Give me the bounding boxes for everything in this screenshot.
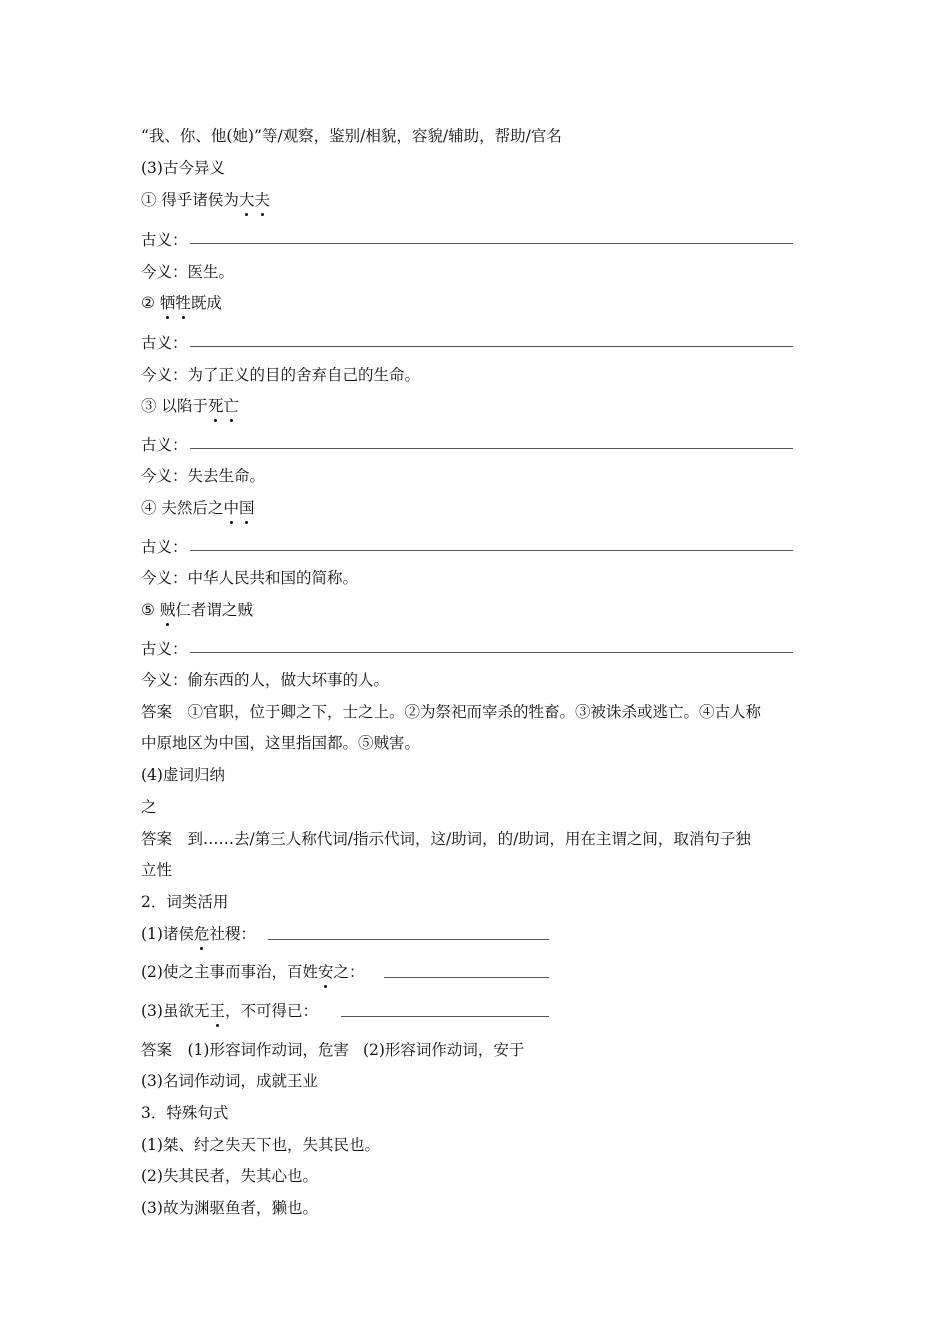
question-text: ⑤ <box>141 601 160 619</box>
text-line: 今义：中华人民共和国的简称。 <box>141 569 359 587</box>
answer-text: 立性 <box>141 861 173 879</box>
question-text: (3)虽欲无 <box>141 1002 210 1020</box>
answer-part: (2)形容词作动词，安于 <box>362 1041 525 1059</box>
text-line: 今义：偷东西的人，做大坏事的人。 <box>141 671 390 689</box>
question-item <box>141 924 256 944</box>
answer-blank <box>384 977 549 978</box>
answer-text: 答案 ①官职，位于卿之下，士之上。②为祭祀而宰杀的牲畜。③被诛杀或逃亡。④古人称 <box>141 703 762 721</box>
text-line: (1)桀、纣之失天下也，失其民也。 <box>141 1136 380 1154</box>
text-line: “我、你、他(她)”等/观察，鉴别/相貌，容貌/辅助，帮助/官名 <box>141 127 562 145</box>
emphasized-char: 中 <box>223 499 239 517</box>
answer-blank <box>190 243 793 244</box>
answer-label: 古义： <box>141 538 188 556</box>
question-item <box>141 190 270 210</box>
emphasized-char: 大 <box>238 191 255 209</box>
section-heading: 3．特殊句式 <box>141 1104 229 1122</box>
answer-blank <box>268 939 549 940</box>
question-item <box>141 600 253 620</box>
question-text: ，不可得已： <box>224 1002 318 1020</box>
question-item <box>141 396 239 416</box>
text-line: 今义：医生。 <box>141 263 235 281</box>
question-text: ④ 夫然后之 <box>141 499 224 517</box>
text-line: (2)失其民者，失其心也。 <box>141 1167 318 1185</box>
emphasized-char: 牲 <box>175 294 191 312</box>
section-heading: 2．词类活用 <box>141 893 229 911</box>
answer-blank <box>190 652 793 653</box>
emphasized-char: 国 <box>238 499 255 517</box>
section-heading: (4)虚词归纳 <box>141 766 225 784</box>
question-text: 社稷： <box>209 925 256 943</box>
text-line: 之 <box>141 798 157 816</box>
answer-part: 答案 (1)形容词作动词，危害 <box>141 1041 349 1059</box>
text-line: 今义：失去生命。 <box>141 467 266 485</box>
emphasized-char: 死 <box>207 397 224 415</box>
emphasized-char: 贼 <box>159 601 176 619</box>
answer-label: 古义： <box>141 640 188 658</box>
question-text: ③ 以陷于 <box>141 397 208 415</box>
question-text: ① 得乎诸侯为 <box>141 191 239 209</box>
text-line: 今义：为了正义的目的舍弃自己的生命。 <box>141 366 421 384</box>
emphasized-char: 牺 <box>159 294 176 312</box>
text-line: (3)故为渊驱鱼者，獭也。 <box>141 1199 318 1217</box>
emphasized-char: 夫 <box>254 191 270 209</box>
question-item <box>141 293 222 313</box>
answer-label: 古义： <box>141 334 188 352</box>
answer-blank <box>190 448 793 449</box>
answer-blank <box>341 1016 549 1017</box>
emphasized-char: 亡 <box>223 397 239 415</box>
section-heading: (3)古今异义 <box>141 159 225 177</box>
emphasized-char: 安 <box>317 963 334 981</box>
question-text: (1)诸侯 <box>141 925 194 943</box>
answer-label: 古义： <box>141 231 188 249</box>
answer-text <box>141 1040 524 1060</box>
emphasized-char: 王 <box>209 1002 225 1020</box>
question-item <box>141 498 254 518</box>
question-text: 仁者谓之贼 <box>175 601 253 619</box>
question-item <box>141 1001 318 1021</box>
question-text: (2)使之主事而事治，百姓 <box>141 963 318 981</box>
answer-blank <box>190 550 793 551</box>
emphasized-char: 危 <box>193 925 210 943</box>
answer-text: 答案 到……去/第三人称代词/指示代词，这/助词，的/助词，用在主谓之间，取消句子独 <box>141 830 751 848</box>
answer-label: 古义： <box>141 436 188 454</box>
question-item <box>141 962 365 982</box>
answer-blank <box>190 346 793 347</box>
question-text: 之： <box>333 963 365 981</box>
question-text: 既成 <box>190 294 222 312</box>
answer-text: 中原地区为中国，这里指国都。⑤贼害。 <box>141 734 421 752</box>
question-text: ② <box>141 294 160 312</box>
answer-text: (3)名词作动词，成就王业 <box>141 1072 318 1090</box>
